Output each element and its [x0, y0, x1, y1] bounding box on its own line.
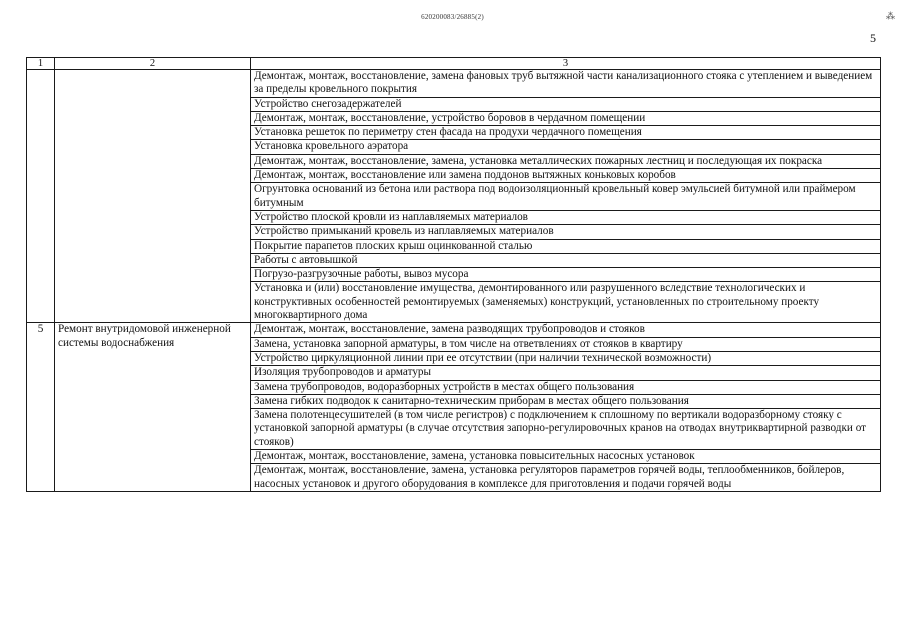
work-item: Устройство снегозадержателей [251, 97, 881, 111]
works-table [26, 57, 881, 492]
column-header-2: 2 [55, 58, 251, 70]
work-item: Демонтаж, монтаж, восстановление, замена разводящих трубопроводов и стояков [251, 323, 881, 337]
work-item: Демонтаж, монтаж, восстановление, замена фановых труб вытяжной части канализационного стояка с утеплением и выведением за пределы кровельного покрытия [251, 70, 881, 98]
column-header-1: 1 [27, 58, 55, 70]
section-title: Ремонт внутридомовой инженерной системы водоснабжения [55, 323, 251, 492]
table-row [27, 70, 881, 98]
column-header-row [27, 58, 881, 70]
section-number: 5 [27, 323, 55, 492]
work-item: Изоляция трубопроводов и арматуры [251, 366, 881, 380]
work-item: Замена, установка запорной арматуры, в том числе на ответвлениях от стояков в квартиру [251, 337, 881, 351]
page-number: 5 [870, 31, 876, 45]
work-item: Погрузо-разгрузочные работы, вывоз мусора [251, 268, 881, 282]
work-item: Замена гибких подводок к санитарно-техническим приборам в местах общего пользования [251, 394, 881, 408]
work-item: Демонтаж, монтаж, восстановление, устройство боровов в чердачном помещении [251, 111, 881, 125]
work-item: Устройство примыканий кровель из наплавляемых материалов [251, 225, 881, 239]
work-item: Покрытие парапетов плоских крыш оцинкованной сталью [251, 239, 881, 253]
document-id: 620200083/26885(2) [421, 13, 484, 21]
work-item: Установка и (или) восстановление имущества, демонтированного или разрушенного вследствие технологических и конструктивных особенностей ремонтируемых (заменяемых) конструкций, установленных по строительному проекту многоквартирного дома [251, 282, 881, 323]
work-item: Замена трубопроводов, водоразборных устройств в местах общего пользования [251, 380, 881, 394]
section-title [55, 70, 251, 323]
work-item: Демонтаж, монтаж, восстановление, замена, установка повысительных насосных установок [251, 450, 881, 464]
work-item: Устройство циркуляционной линии при ее отсутствии (при наличии технической возможности) [251, 351, 881, 365]
work-item: Демонтаж, монтаж, восстановление, замена, установка регуляторов параметров горячей воды, теплообменников, бойлеров, насосных установок и другого оборудования в комплексе для приготовления и подачи горячей воды [251, 464, 881, 492]
column-header-3: 3 [251, 58, 881, 70]
work-item: Замена полотенцесушителей (в том числе регистров) с подключением к сплошному по вертикали водоразборному стояку с установкой запорной арматуры (в случае отсутствия запорно-регулировочных кранов на отводах внутриквартирной разводки от стояков) [251, 409, 881, 450]
section-number [27, 70, 55, 323]
work-item: Демонтаж, монтаж, восстановление или замена поддонов вытяжных коньковых коробов [251, 169, 881, 183]
corner-mark: ⁂ [886, 11, 895, 21]
work-item: Огрунтовка оснований из бетона или раствора под водоизоляционный кровельный ковер эмульсией битумной или праймером битумным [251, 183, 881, 211]
work-item: Установка решеток по периметру стен фасада на продухи чердачного помещения [251, 126, 881, 140]
work-item: Установка кровельного аэратора [251, 140, 881, 154]
table-row [27, 323, 881, 337]
work-item: Устройство плоской кровли из наплавляемых материалов [251, 210, 881, 224]
work-item: Работы с автовышкой [251, 253, 881, 267]
work-item: Демонтаж, монтаж, восстановление, замена, установка металлических пожарных лестниц и последующая их покраска [251, 154, 881, 168]
